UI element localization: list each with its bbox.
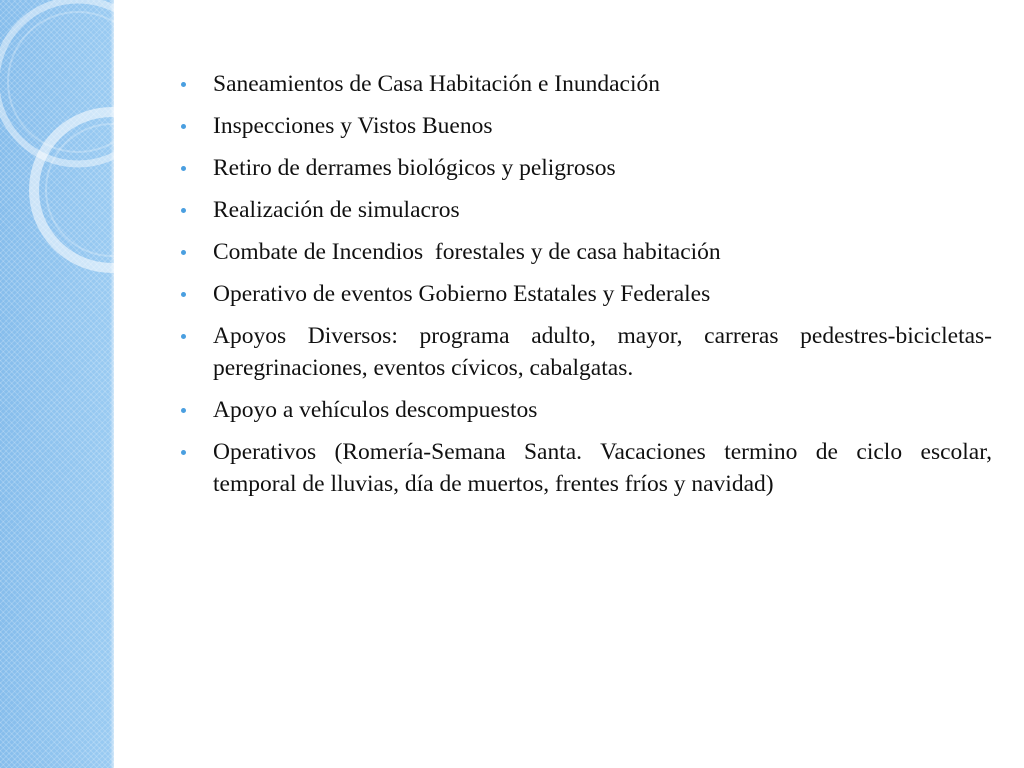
bullet-dot-icon bbox=[181, 334, 186, 339]
list-item bbox=[180, 152, 992, 184]
bullet-dot-icon bbox=[181, 124, 186, 129]
slide-content bbox=[180, 68, 992, 510]
bullet-dot-icon bbox=[181, 82, 186, 87]
list-item-text: Combate de Incendios forestales y de casa habitación bbox=[213, 239, 721, 265]
list-item-text: Operativo de eventos Gobierno Estatales y Federales bbox=[213, 281, 711, 307]
ring-decoration-icon bbox=[0, 0, 114, 300]
list-item bbox=[180, 110, 992, 142]
list-item-text: Operativos (Romería-Semana Santa. Vacaciones termino de ciclo escolar, temporal de lluvias, día de muertos, frentes fríos y navidad) bbox=[213, 439, 992, 497]
list-item bbox=[180, 194, 992, 226]
list-item-text: Realización de simulacros bbox=[213, 197, 460, 223]
list-item bbox=[180, 394, 992, 426]
bullet-dot-icon bbox=[181, 292, 186, 297]
list-item bbox=[180, 278, 992, 310]
list-item bbox=[180, 236, 992, 268]
bullet-list bbox=[180, 68, 992, 500]
bullet-dot-icon bbox=[181, 166, 186, 171]
list-item bbox=[180, 68, 992, 100]
bullet-dot-icon bbox=[181, 408, 186, 413]
list-item-text: Inspecciones y Vistos Buenos bbox=[213, 113, 493, 139]
list-item bbox=[180, 320, 992, 384]
side-band-edge bbox=[110, 0, 114, 768]
list-item-text: Apoyos Diversos: programa adulto, mayor, carreras pedestres-bicicletas-peregrinaciones, eventos cívicos, cabalgatas. bbox=[213, 323, 992, 381]
bullet-dot-icon bbox=[181, 450, 186, 455]
list-item-text: Apoyo a vehículos descompuestos bbox=[213, 397, 538, 423]
list-item-text: Saneamientos de Casa Habitación e Inundación bbox=[213, 71, 661, 97]
list-item bbox=[180, 436, 992, 500]
side-decoration-band bbox=[0, 0, 114, 768]
bullet-dot-icon bbox=[181, 208, 186, 213]
bullet-dot-icon bbox=[181, 250, 186, 255]
list-item-text: Retiro de derrames biológicos y peligrosos bbox=[213, 155, 616, 181]
